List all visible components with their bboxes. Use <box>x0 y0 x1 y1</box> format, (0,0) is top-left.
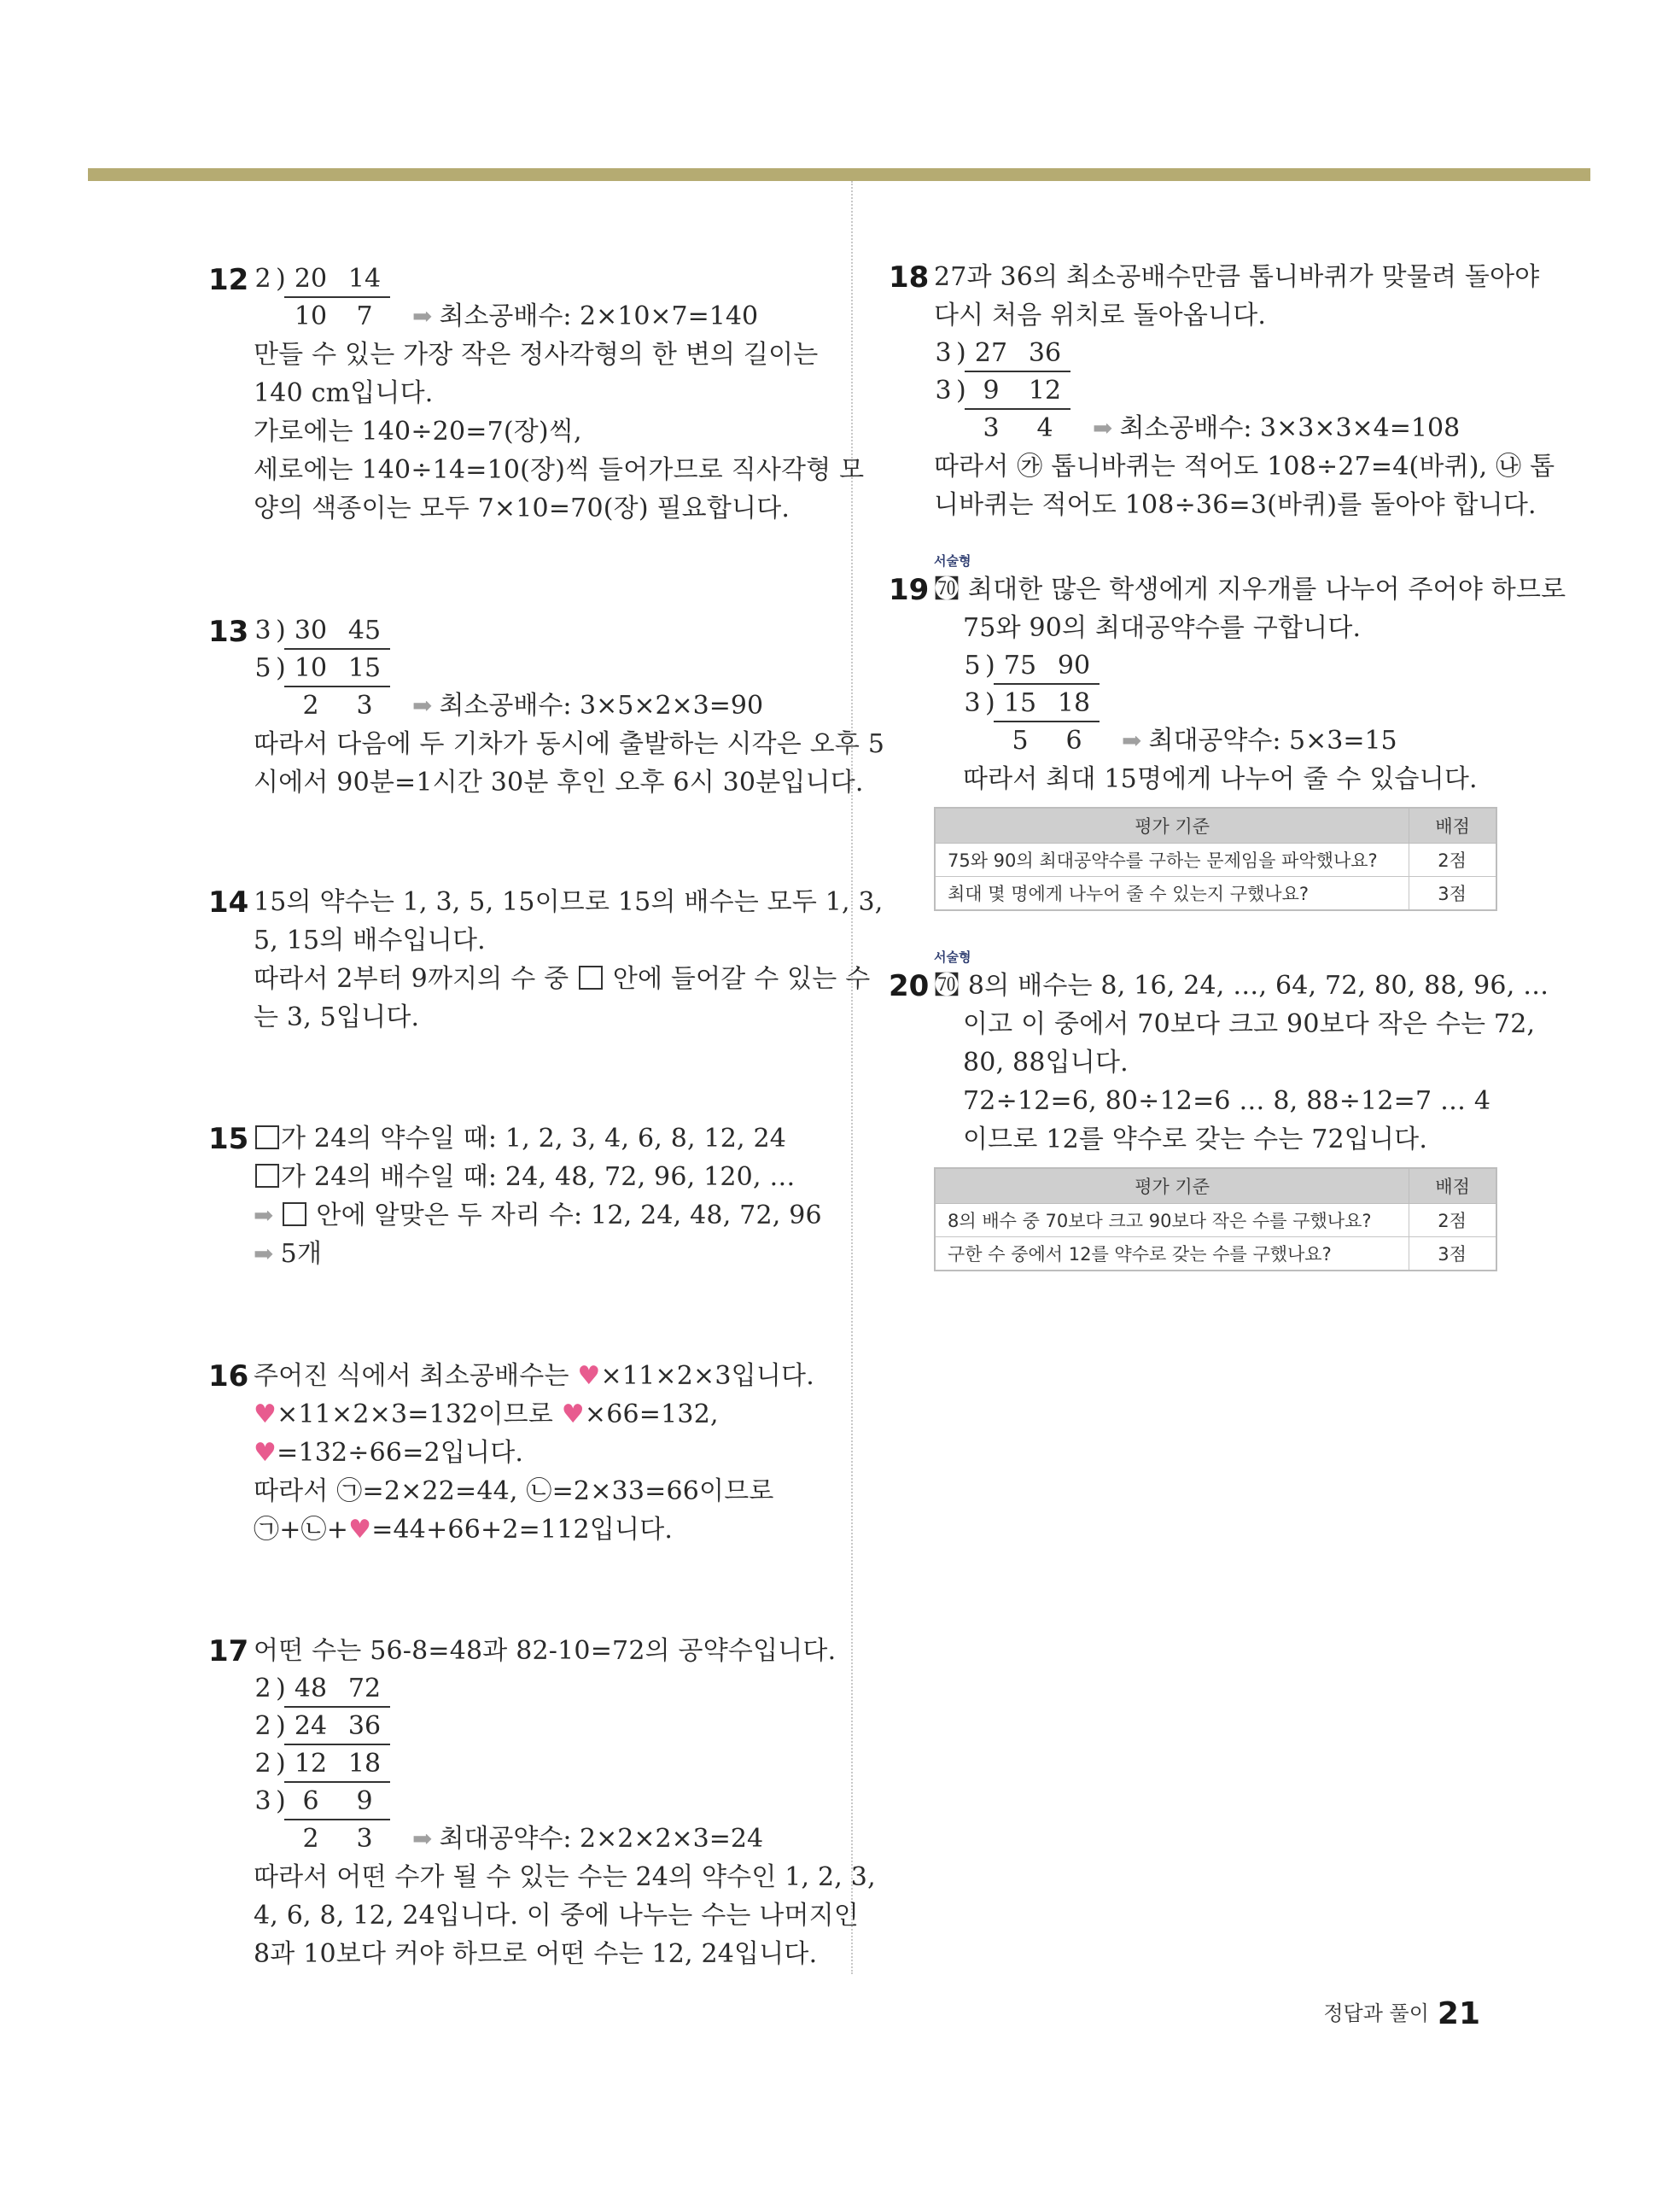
text-line: 75와 90의 최대공약수를 구합니다. <box>963 613 1362 643</box>
problem-number: 15 <box>208 1122 249 1156</box>
quotient-b: 4 <box>1036 413 1053 443</box>
grading-row <box>935 1237 1496 1271</box>
page-footer <box>1323 1996 1480 2031</box>
division-row <box>934 372 1555 410</box>
text-line <box>254 1434 814 1472</box>
blank-box-icon <box>579 966 603 990</box>
division-result-row <box>934 410 1555 447</box>
division-row <box>254 1670 876 1708</box>
problem-number: 18 <box>889 260 930 295</box>
arrow-icon: ➡ <box>1093 414 1113 442</box>
essay-type-tag: 서술형 <box>934 949 971 965</box>
text-segment: 가 24의 약수일 때: 1, 2, 3, 4, 6, 8, 12, 24 <box>281 1124 787 1154</box>
page-number: 21 <box>1437 1996 1480 2031</box>
division-result-row <box>254 298 864 336</box>
dividend-a: 30 <box>294 616 328 646</box>
footer-label: 정답과 풀이 <box>1323 2001 1429 2025</box>
text-line: 따라서 최대 15명에게 나누어 줄 수 있습니다. <box>963 764 1478 794</box>
grading-table-header <box>935 808 1496 844</box>
text-line <box>254 1158 822 1196</box>
dividend-b: 14 <box>347 264 382 294</box>
answer-body <box>934 1005 1549 1159</box>
arrow-icon: ➡ <box>412 692 433 720</box>
problem-13 <box>208 612 885 802</box>
quotient-a: 10 <box>294 301 328 331</box>
dividend-b: 9 <box>356 1786 373 1816</box>
text-line: 27과 36의 최소공배수만큼 톱니바퀴가 맞물려 돌아야 <box>934 262 1540 292</box>
points-header: 배점 <box>1409 808 1496 844</box>
dividend-a: 15 <box>1003 688 1037 718</box>
dividend-b: 45 <box>347 616 382 646</box>
text-segment: =44+66+2=112입니다. <box>371 1515 674 1545</box>
division-row <box>254 650 884 687</box>
text-line: 다시 처음 위치로 돌아옵니다. <box>934 301 1267 330</box>
blank-box-icon <box>255 1164 279 1188</box>
criteria-cell: 최대 몇 명에게 나누어 줄 수 있는지 구했나요? <box>935 877 1409 911</box>
points-cell: 3점 <box>1409 1237 1496 1271</box>
text-line <box>254 960 884 998</box>
result-text <box>412 687 763 725</box>
essay-type-tag: 서술형 <box>934 553 971 569</box>
division-bracket: ) <box>276 1786 286 1816</box>
gcd-result: 최대공약수: 2×2×2×3=24 <box>439 1824 764 1854</box>
blank-box-icon <box>255 1125 279 1149</box>
text-line: 가로에는 140÷20=7(장)씩, <box>254 417 582 447</box>
text-line: 니바퀴는 적어도 108÷36=3(바퀴)를 돌아야 합니다. <box>934 490 1537 520</box>
result-text <box>1122 722 1397 760</box>
quotient-a: 3 <box>983 413 1000 443</box>
dividend-a: 75 <box>1003 651 1037 681</box>
division-bracket: ) <box>956 376 966 406</box>
heart-icon: ♥ <box>348 1515 372 1545</box>
problem-19 <box>889 553 1566 911</box>
division-bracket: ) <box>985 651 995 681</box>
heart-icon: ♥ <box>254 1399 277 1429</box>
division-result-row <box>254 1820 876 1858</box>
quotient-b: 3 <box>356 691 373 721</box>
quotient-b: 6 <box>1065 726 1082 756</box>
criteria-cell: 75와 90의 최대공약수를 구하는 문제임을 파악했나요? <box>935 844 1409 877</box>
divisor: 2 <box>254 264 271 294</box>
problem-16 <box>208 1357 814 1549</box>
text-line: 세로에는 140÷14=10(장)씩 들어가므로 직사각형 모 <box>254 455 865 485</box>
dividend-a: 27 <box>974 338 1008 368</box>
divisor: 5 <box>964 651 981 681</box>
text-line: 72÷12=6, 80÷12=6 … 8, 88÷12=7 … 4 <box>963 1086 1491 1116</box>
criteria-header: 평가 기준 <box>935 1168 1409 1204</box>
division-bracket: ) <box>276 653 286 683</box>
divisor: 2 <box>254 1674 271 1703</box>
criteria-header: 평가 기준 <box>935 808 1409 844</box>
arrow-icon: ➡ <box>254 1240 274 1268</box>
text-line: 따라서 ㉮ 톱니바퀴는 적어도 108÷27=4(바퀴), ㉯ 톱 <box>934 452 1555 482</box>
criteria-cell: 8의 배수 중 70보다 크고 90보다 작은 수를 구했나요? <box>935 1204 1409 1237</box>
gcd-result: 최대공약수: 5×3=15 <box>1148 726 1397 756</box>
lcm-result: 최소공배수: 3×3×3×4=108 <box>1119 413 1461 443</box>
text-segment: ×11×2×3입니다. <box>600 1361 814 1391</box>
text-segment: 따라서 2부터 9까지의 수 중 <box>254 964 569 994</box>
dividend-b: 15 <box>347 653 382 683</box>
dividend-a: 48 <box>294 1674 328 1703</box>
text-line: 이고 이 중에서 70보다 크고 90보다 작은 수는 72, <box>963 1009 1536 1039</box>
problem-number: 14 <box>208 885 249 920</box>
text-line <box>254 1357 814 1395</box>
dividend-b: 18 <box>347 1749 382 1779</box>
heart-icon: ♥ <box>561 1399 585 1429</box>
divisor: 2 <box>254 1711 271 1741</box>
arrow-icon: ➡ <box>412 302 433 330</box>
dividend-a: 9 <box>983 376 1000 406</box>
division-bracket: ) <box>276 264 286 294</box>
dividend-b: 36 <box>1028 338 1062 368</box>
division-result-row <box>254 687 884 725</box>
quotient-b: 7 <box>356 301 373 331</box>
division-bracket: ) <box>276 1749 286 1779</box>
quotient-a: 2 <box>302 1824 319 1854</box>
text-line: 시에서 90분=1시간 30분 후인 오후 6시 30분입니다. <box>254 768 864 798</box>
text-line: 140 cm입니다. <box>254 378 434 408</box>
text-line: 따라서 다음에 두 기차가 동시에 출발하는 시각은 오후 5 <box>254 729 885 759</box>
criteria-cell: 구한 수 중에서 12를 약수로 갖는 수를 구했나요? <box>935 1237 1409 1271</box>
quotient-b: 3 <box>356 1824 373 1854</box>
heart-icon: ♥ <box>254 1438 277 1468</box>
division-bracket: ) <box>956 338 966 368</box>
text-line <box>254 1119 822 1158</box>
division-row <box>254 1708 876 1745</box>
text-segment: ×11×2×3=132이므로 <box>277 1399 554 1429</box>
quotient-a: 5 <box>1012 726 1029 756</box>
text-line: 80, 88입니다. <box>963 1048 1129 1078</box>
text-segment: =132÷66=2입니다. <box>277 1438 524 1468</box>
text-line <box>254 1196 822 1235</box>
blank-box-icon <box>283 1202 306 1226</box>
divisor: 3 <box>964 688 981 718</box>
dividend-a: 12 <box>294 1749 328 1779</box>
problem-12 <box>208 260 865 528</box>
dividend-a: 20 <box>294 264 328 294</box>
text-line: 15의 약수는 1, 3, 5, 15이므로 15의 배수는 모두 1, 3, <box>254 887 884 917</box>
text-segment: 안에 알맞은 두 자리 수: 12, 24, 48, 72, 96 <box>316 1201 822 1230</box>
text-line: 어떤 수는 56-8=48과 82-10=72의 공약수입니다. <box>254 1636 837 1666</box>
problem-number: 13 <box>208 615 249 649</box>
division-row <box>934 335 1555 372</box>
grading-row <box>935 1204 1496 1237</box>
text-segment: 주어진 식에서 최소공배수는 <box>254 1361 569 1391</box>
text-line <box>254 1395 814 1434</box>
problem-20 <box>889 949 1549 1271</box>
result-text <box>412 1820 763 1858</box>
heart-icon: ♥ <box>577 1361 601 1391</box>
text-line: 4, 6, 8, 12, 24입니다. 이 중에 나누는 수는 나머지인 <box>254 1901 860 1931</box>
dividend-a: 6 <box>302 1786 319 1816</box>
divisor: 3 <box>254 616 271 646</box>
division-result-row <box>963 722 1566 760</box>
text-segment: 가 24의 배수일 때: 24, 48, 72, 96, 120, … <box>281 1162 796 1192</box>
text-line: ㉎ 8의 배수는 8, 16, 24, …, 64, 72, 80, 88, 96, … <box>934 971 1549 1001</box>
arrow-icon: ➡ <box>254 1201 274 1230</box>
arrow-icon: ➡ <box>412 1825 433 1853</box>
dividend-a: 10 <box>294 653 328 683</box>
problem-14 <box>208 883 884 1037</box>
dividend-b: 12 <box>1028 376 1062 406</box>
text-line: 양의 색종이는 모두 7×10=70(장) 필요합니다. <box>254 494 790 523</box>
grading-row <box>935 877 1496 911</box>
text-line: 는 3, 5입니다. <box>254 1002 420 1032</box>
points-cell: 2점 <box>1409 844 1496 877</box>
text-line: 만들 수 있는 가장 작은 정사각형의 한 변의 길이는 <box>254 340 819 370</box>
dividend-b: 18 <box>1057 688 1091 718</box>
result-text <box>412 298 758 336</box>
arrow-icon: ➡ <box>1122 727 1142 755</box>
text-segment: 안에 들어갈 수 있는 수 <box>612 964 871 994</box>
dividend-b: 36 <box>347 1711 382 1741</box>
dividend-a: 24 <box>294 1711 328 1741</box>
division-row <box>963 685 1566 722</box>
divisor: 3 <box>935 338 952 368</box>
divisor: 3 <box>254 1786 271 1816</box>
text-line: 8과 10보다 커야 하므로 어떤 수는 12, 24입니다. <box>254 1939 818 1969</box>
division-row <box>254 612 884 650</box>
quotient-a: 2 <box>302 691 319 721</box>
text-segment: ㉠+㉡+ <box>254 1515 349 1545</box>
division-row <box>254 260 864 298</box>
divisor: 5 <box>254 653 271 683</box>
text-segment: 5개 <box>280 1239 323 1269</box>
problem-number: 20 <box>889 969 930 1003</box>
lcm-result: 최소공배수: 2×10×7=140 <box>439 301 759 331</box>
problem-number: 16 <box>208 1359 249 1393</box>
answer-body <box>934 609 1566 798</box>
lcm-result: 최소공배수: 3×5×2×3=90 <box>439 691 764 721</box>
text-line: 따라서 ㉠=2×22=44, ㉡=2×33=66이므로 <box>254 1476 774 1506</box>
points-cell: 2점 <box>1409 1204 1496 1237</box>
division-bracket: ) <box>276 616 286 646</box>
header-rule <box>88 168 1590 181</box>
result-text <box>1093 410 1460 447</box>
text-line: 따라서 어떤 수가 될 수 있는 수는 24의 약수인 1, 2, 3, <box>254 1862 876 1892</box>
text-line <box>254 1510 814 1549</box>
grading-table <box>934 1167 1497 1271</box>
division-bracket: ) <box>276 1711 286 1741</box>
problem-18 <box>889 258 1555 524</box>
grading-table-header <box>935 1168 1496 1204</box>
division-bracket: ) <box>985 688 995 718</box>
text-segment: ×66=132, <box>584 1399 719 1429</box>
grading-table <box>934 807 1497 911</box>
divisor: 3 <box>935 376 952 406</box>
text-line: 이므로 12를 약수로 갖는 수는 72입니다. <box>963 1125 1428 1154</box>
text-line <box>254 1235 822 1273</box>
points-cell: 3점 <box>1409 877 1496 911</box>
dividend-b: 90 <box>1057 651 1091 681</box>
problem-15 <box>208 1119 822 1273</box>
problem-number: 19 <box>889 573 930 607</box>
points-header: 배점 <box>1409 1168 1496 1204</box>
text-line: ㉎ 최대한 많은 학생에게 지우개를 나누어 주어야 하므로 <box>934 575 1566 605</box>
division-row <box>254 1783 876 1820</box>
division-bracket: ) <box>276 1674 286 1703</box>
problem-number: 17 <box>208 1634 249 1668</box>
division-row <box>963 647 1566 685</box>
dividend-b: 72 <box>347 1674 382 1703</box>
text-line: 5, 15의 배수입니다. <box>254 926 486 955</box>
division-row <box>254 1745 876 1783</box>
grading-row <box>935 844 1496 877</box>
problem-17 <box>208 1632 876 1973</box>
divisor: 2 <box>254 1749 271 1779</box>
problem-number: 12 <box>208 263 249 297</box>
